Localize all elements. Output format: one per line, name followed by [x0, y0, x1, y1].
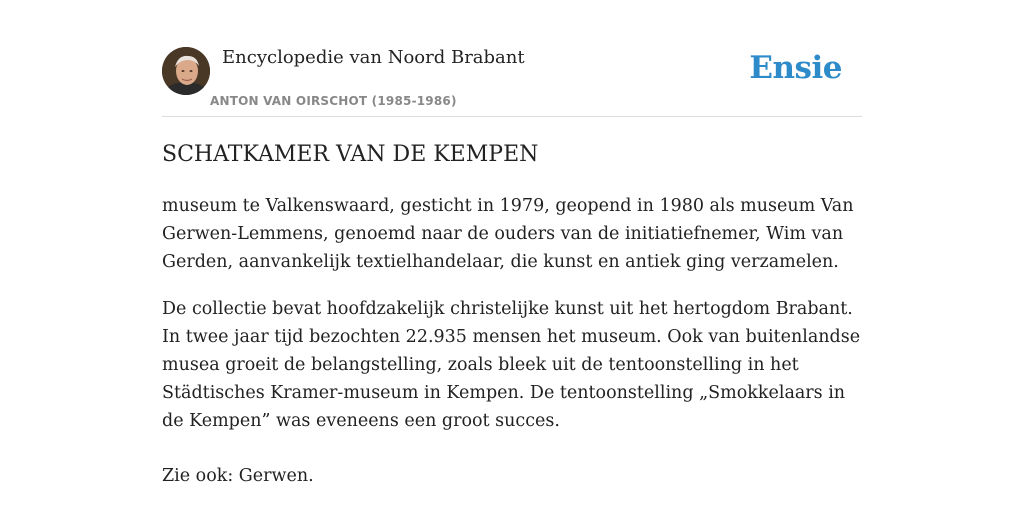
ensie-logo[interactable]: Ensie [749, 50, 842, 86]
article-paragraph: museum te Valkenswaard, gesticht in 1979, geopend in 1980 als museum Van Gerwen-Lemmens, genoemd naar de ouders van de initiatiefnemer, Wim van Gerden, aanvankelijk textielhandelaar, die kunst en antiek ging verzamelen. [162, 196, 854, 272]
article-title: SCHATKAMER VAN DE KEMPEN [162, 142, 539, 167]
article-body [162, 140, 862, 490]
article-header [162, 44, 862, 117]
see-also-link[interactable]: Zie ook: Gerwen. [162, 466, 314, 486]
author-name[interactable]: ANTON VAN OIRSCHOT (1985-1986) [210, 94, 457, 108]
article-paragraph: De collectie bevat hoofdzakelijk christelijke kunst uit het hertogdom Brabant. In twee jaar tijd bezochten 22.935 mensen het museum. Ook van buitenlandse musea groeit de belangstelling, zoals bleek uit de tentoonstelling in het Städtisches Kramer-museum in Kempen. De tentoonstelling „Smokkelaars in de Kempen” was eveneens een groot succes. [162, 299, 861, 431]
author-avatar[interactable] [162, 47, 210, 95]
author-portrait-icon [162, 47, 210, 95]
source-title[interactable]: Encyclopedie van Noord Brabant [222, 47, 525, 68]
